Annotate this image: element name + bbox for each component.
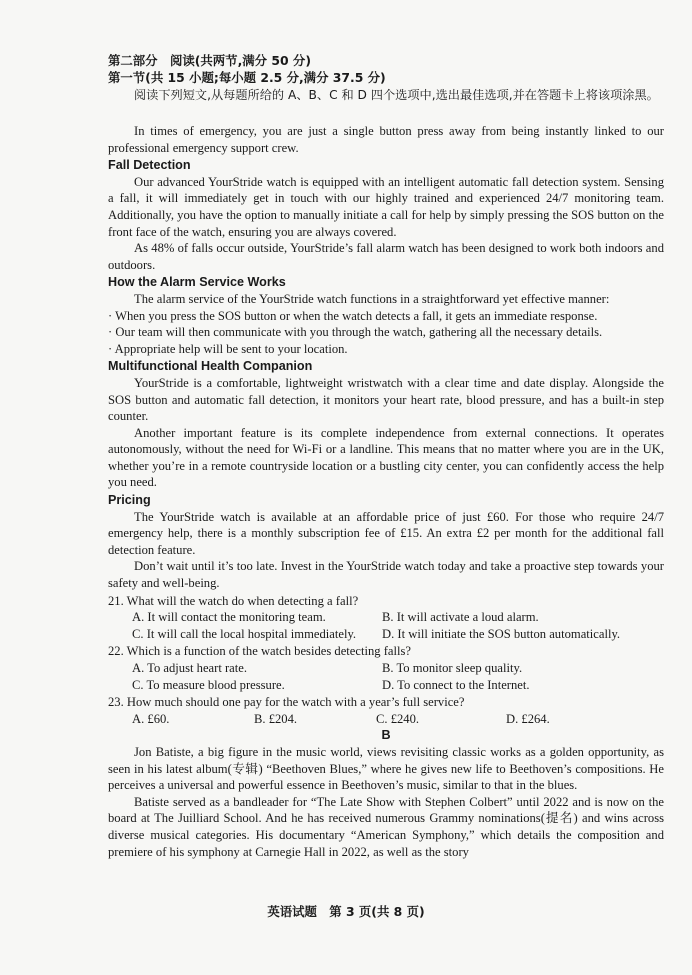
section-heading: 第一节(共 15 小题;每小题 2.5 分,满分 37.5 分) bbox=[108, 70, 386, 85]
question-23 bbox=[108, 694, 664, 727]
question-stem: 21. What will the watch do when detecting a fall? bbox=[108, 593, 359, 608]
heading-fall-detection: Fall Detection bbox=[108, 158, 191, 173]
passage-b-paragraph-1: Jon Batiste, a big figure in the music world, views revisiting classic works as a golden opportunity, as seen in his latest album(专辑) “Beethoven Blues,” where he gives new life to Beethoven’s compositions. He perceives a universal and powerful essence in Beethoven’s music, similar to that in the blues. bbox=[108, 744, 664, 793]
passage-a-intro: In times of emergency, you are just a single button press away from being instantly linked to our professional emergency support crew. bbox=[108, 124, 664, 155]
question-stem: 23. How much should one pay for the watch with a year’s full service? bbox=[108, 695, 465, 710]
option-a: A. To adjust heart rate. bbox=[132, 661, 247, 675]
question-options bbox=[108, 660, 664, 693]
option-d: D. £264. bbox=[506, 711, 550, 726]
page-footer: 英语试题 第 3 页(共 8 页) bbox=[267, 904, 425, 919]
fall-paragraph-2: As 48% of falls occur outside, YourStride’s fall alarm watch has been designed to work both indoors and outdoors. bbox=[108, 241, 664, 272]
option-a: A. £60. bbox=[132, 711, 170, 726]
option-b: B. To monitor sleep quality. bbox=[382, 661, 523, 675]
heading-alarm-service: How the Alarm Service Works bbox=[108, 275, 286, 290]
health-paragraph-1: YourStride is a comfortable, lightweight wristwatch with a clear time and date display. Alongside the SOS button and automatic fall detection, it monitors your heart rate, blood pressure, and has a built-in step counter. bbox=[108, 375, 664, 424]
option-c: C. It will call the local hospital immediately. bbox=[132, 626, 357, 641]
alarm-paragraph: The alarm service of the YourStride watch functions in a straightforward yet effective manner: bbox=[134, 291, 610, 306]
option-a: A. It will contact the monitoring team. bbox=[132, 610, 326, 625]
fall-paragraph-1: Our advanced YourStride watch is equipped with an intelligent automatic fall detection system. Sensing a fall, it will immediately get in touch with our highly trained and experienced 24/7 monitoring team. Additionally, you have the option to manually initiate a call for help by simply pressing the SOS button on the front face of the watch, ensuring you are always covered. bbox=[108, 174, 664, 239]
pricing-paragraph-2: Don’t wait until it’s too late. Invest in the YourStride watch today and take a proactive step towards your safety and well-being. bbox=[108, 559, 664, 591]
option-b: B. £204. bbox=[254, 711, 298, 726]
alarm-bullet-1: · When you press the SOS button or when the watch detects a fall, it gets an immediate response. bbox=[108, 308, 598, 323]
heading-health-companion: Multifunctional Health Companion bbox=[108, 359, 313, 374]
question-22 bbox=[108, 643, 664, 693]
question-options bbox=[108, 711, 664, 728]
alarm-bullet-3: · Appropriate help will be sent to your location. bbox=[108, 341, 348, 356]
page-content bbox=[108, 52, 664, 860]
health-paragraph-2: Another important feature is its complete independence from external connections. It operates autonomously, without the need for Wi-Fi or a landline. This means that no matter where you are in the UK, whether you’re in a remote countryside location or a bustling city center, you can confidently access the help you need. bbox=[108, 425, 664, 490]
option-d: D. To connect to the Internet. bbox=[382, 677, 530, 692]
alarm-bullet-2: · Our team will then communicate with you through the watch, gathering all the necessary details. bbox=[108, 325, 603, 340]
part-heading: 第二部分 阅读(共两节,满分 50 分) bbox=[108, 53, 311, 68]
pricing-paragraph-1: The YourStride watch is available at an affordable price of just £60. For those who require 24/7 emergency help, there is a monthly subscription fee of £15. An extra £2 per month for the additional fall detection feature. bbox=[108, 509, 664, 557]
option-c: C. £240. bbox=[376, 711, 420, 726]
question-stem: 22. Which is a function of the watch besides detecting falls? bbox=[108, 644, 411, 659]
heading-pricing: Pricing bbox=[108, 493, 151, 508]
option-d: D. It will initiate the SOS button automatically. bbox=[382, 626, 621, 641]
option-b: B. It will activate a loud alarm. bbox=[382, 610, 539, 625]
option-c: C. To measure blood pressure. bbox=[132, 677, 285, 692]
passage-b-paragraph-2: Batiste served as a bandleader for “The Late Show with Stephen Colbert” until 2022 and is now on the board at The Juilliard School. And he has received numerous Grammy nominations(提名) and wins across diverse musical categories. His documentary “American Symphony,” which details the composition and premiere of his symphony at Carnegie Hall in 2022, as well as the story bbox=[108, 794, 664, 859]
question-options bbox=[108, 609, 664, 642]
passage-b-label: B bbox=[381, 728, 391, 743]
instructions: 阅读下列短文,从每题所给的 A、B、C 和 D 四个选项中,选出最佳选项,并在答题卡上将该项涂黑。 bbox=[134, 88, 659, 102]
question-21 bbox=[108, 593, 664, 643]
